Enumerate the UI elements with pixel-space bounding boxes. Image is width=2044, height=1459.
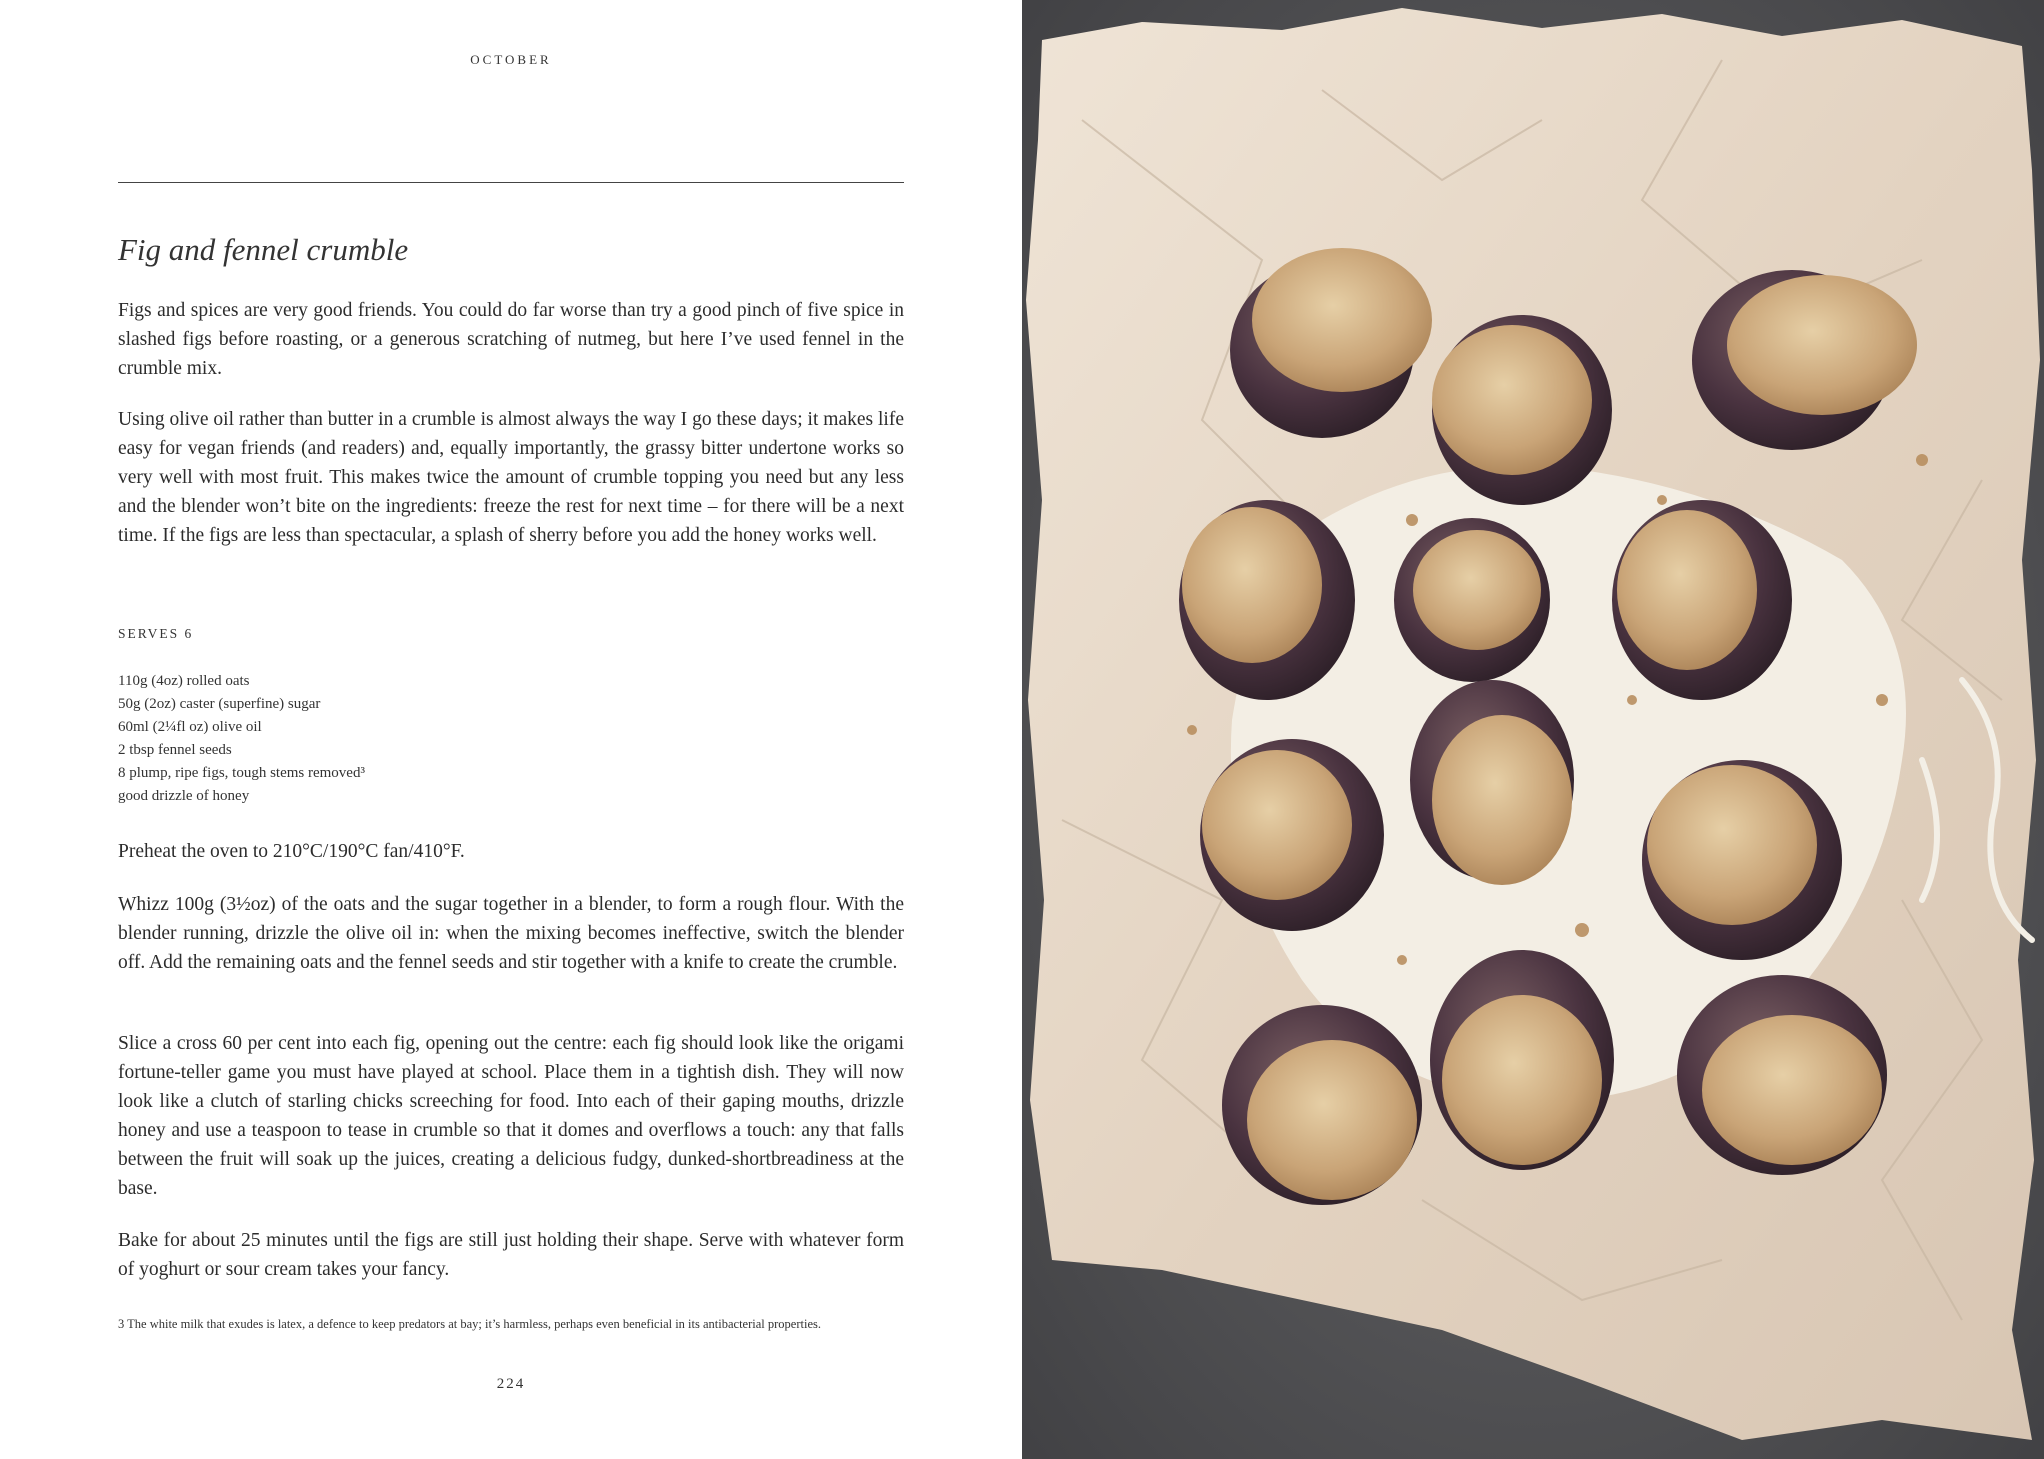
ingredient-item: 8 plump, ripe figs, tough stems removed³ [118,765,365,781]
method-step: Bake for about 25 minutes until the figs are still just holding their shape. Serve with whatever form of yoghurt or sour cream takes your fancy. [118,1230,904,1280]
ingredient-item: 110g (4oz) rolled oats [118,673,250,689]
fig [1394,518,1550,682]
ingredient-item: 60ml (2¼fl oz) olive oil [118,719,262,735]
ingredient-item: good drizzle of honey [118,788,250,804]
intro-paragraph: Figs and spices are very good friends. You could do far worse than try a good pinch of five spice in slashed figs before roasting, or a generous scratching of nutmeg, but here I’ve used fennel in the crumble mix. [118,300,904,379]
ingredient-list [118,670,365,808]
fig [1179,500,1355,700]
method-step: Preheat the oven to 210°C/190°C fan/410°F. [118,841,465,862]
recipe-title: Fig and fennel crumble [118,232,409,267]
ingredient-item: 50g (2oz) caster (superfine) sugar [118,696,321,712]
page-number: 224 [496,1376,526,1392]
method-step: Slice a cross 60 per cent into each fig, opening out the centre: each fig should look like the origami fortune-teller game you must have played at school. Place them in a tightish dish. They will now look like a clutch of starling chicks screeching for food. Into each of their gaping mouths, drizzle honey and use a teaspoon to tease in crumble so that it domes and overflows a touch: any that falls between the fruit will soak up the juices, creating a delicious fudgy, dunked-shortbreadiness at the base. [118,1033,904,1199]
ingredient-item: 2 tbsp fennel seeds [118,742,232,758]
fig [1430,950,1614,1170]
fig [1612,500,1792,700]
fig-crumble-photo [1022,0,2044,1459]
horizontal-rule [118,182,904,183]
running-head: OCTOBER [470,52,552,67]
serves-label: SERVES 6 [118,626,194,641]
recipe-photo [1022,0,2044,1459]
footnote: 3 The white milk that exudes is latex, a defence to keep predators at bay; it’s harmless, perhaps even beneficial in its antibacterial properties. [118,1317,821,1331]
method-step: Whizz 100g (3½oz) of the oats and the sugar together in a blender, to form a rough flour. With the blender running, drizzle the olive oil in: when the mixing becomes ineffective, switch the blender off. Add the remaining oats and the fennel seeds and stir together with a knife to create the crumble. [118,894,904,973]
fig [1222,1005,1422,1205]
fig [1677,975,1887,1175]
fig [1432,315,1612,505]
fig [1642,760,1842,960]
intro-paragraph: Using olive oil rather than butter in a crumble is almost always the way I go these days; it makes life easy for vegan friends (and readers) and, equally importantly, the grassy bitter undertone works so very well with most fruit. This makes twice the amount of crumble topping you need but any less and the blender won’t bite on the ingredients: freeze the rest for next time – for there will be a next time. If the figs are less than spectacular, a splash of sherry before you add the honey works well. [118,409,904,546]
fig [1200,739,1384,931]
